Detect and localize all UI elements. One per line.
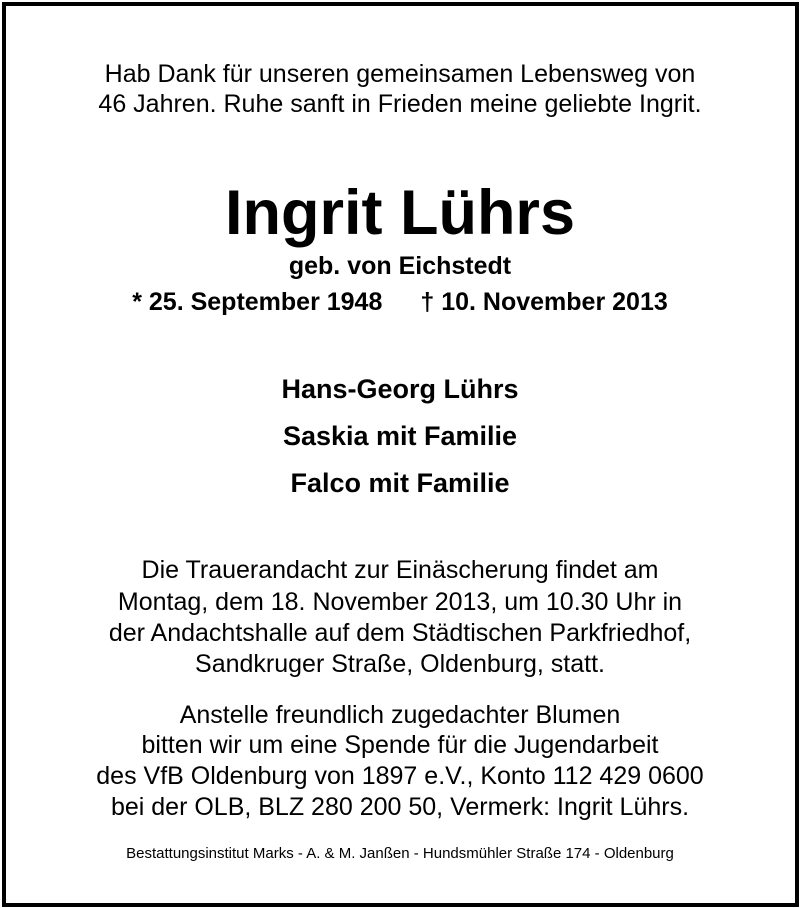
service-line-4: Sandkruger Straße, Oldenburg, statt. xyxy=(195,650,605,678)
donation-line-4: bei der OLB, BLZ 280 200 50, Vermerk: Ingrit Lührs. xyxy=(110,793,690,821)
donation-line-1: Anstelle freundlich zugedachter Blumen xyxy=(179,701,621,729)
donation-line-2: bitten wir um eine Spende für die Jugendarbeit xyxy=(141,731,659,759)
service-line-3: der Andachtshalle auf dem Städtischen Parkfriedhof, xyxy=(108,619,692,647)
mourner-3: Falco mit Familie xyxy=(290,468,510,498)
mourner-2: Saskia mit Familie xyxy=(282,421,518,451)
service-line-1: Die Trauerandacht zur Einäscherung findet am xyxy=(141,556,659,584)
deceased-name: Ingrit Lührs xyxy=(225,178,575,248)
funeral-home-footer: Bestattungsinstitut Marks - A. & M. Janßen - Hundsmühler Straße 174 - Oldenburg xyxy=(126,845,674,862)
maiden-name: geb. von Eichstedt xyxy=(288,252,512,280)
intro-line-2: 46 Jahren. Ruhe sanft in Frieden meine geliebte Ingrit. xyxy=(98,90,702,118)
intro-line-1: Hab Dank für unseren gemeinsamen Lebensweg von xyxy=(104,60,696,88)
birth-date: * 25. September 1948 xyxy=(132,288,383,316)
mourner-1: Hans-Georg Lührs xyxy=(281,374,519,404)
donation-line-3: des VfB Oldenburg von 1897 e.V., Konto 112 429 0600 xyxy=(96,762,704,790)
service-line-2: Montag, dem 18. November 2013, um 10.30 Uhr in xyxy=(117,588,683,616)
death-date: † 10. November 2013 xyxy=(420,288,668,316)
life-dates xyxy=(0,290,800,315)
